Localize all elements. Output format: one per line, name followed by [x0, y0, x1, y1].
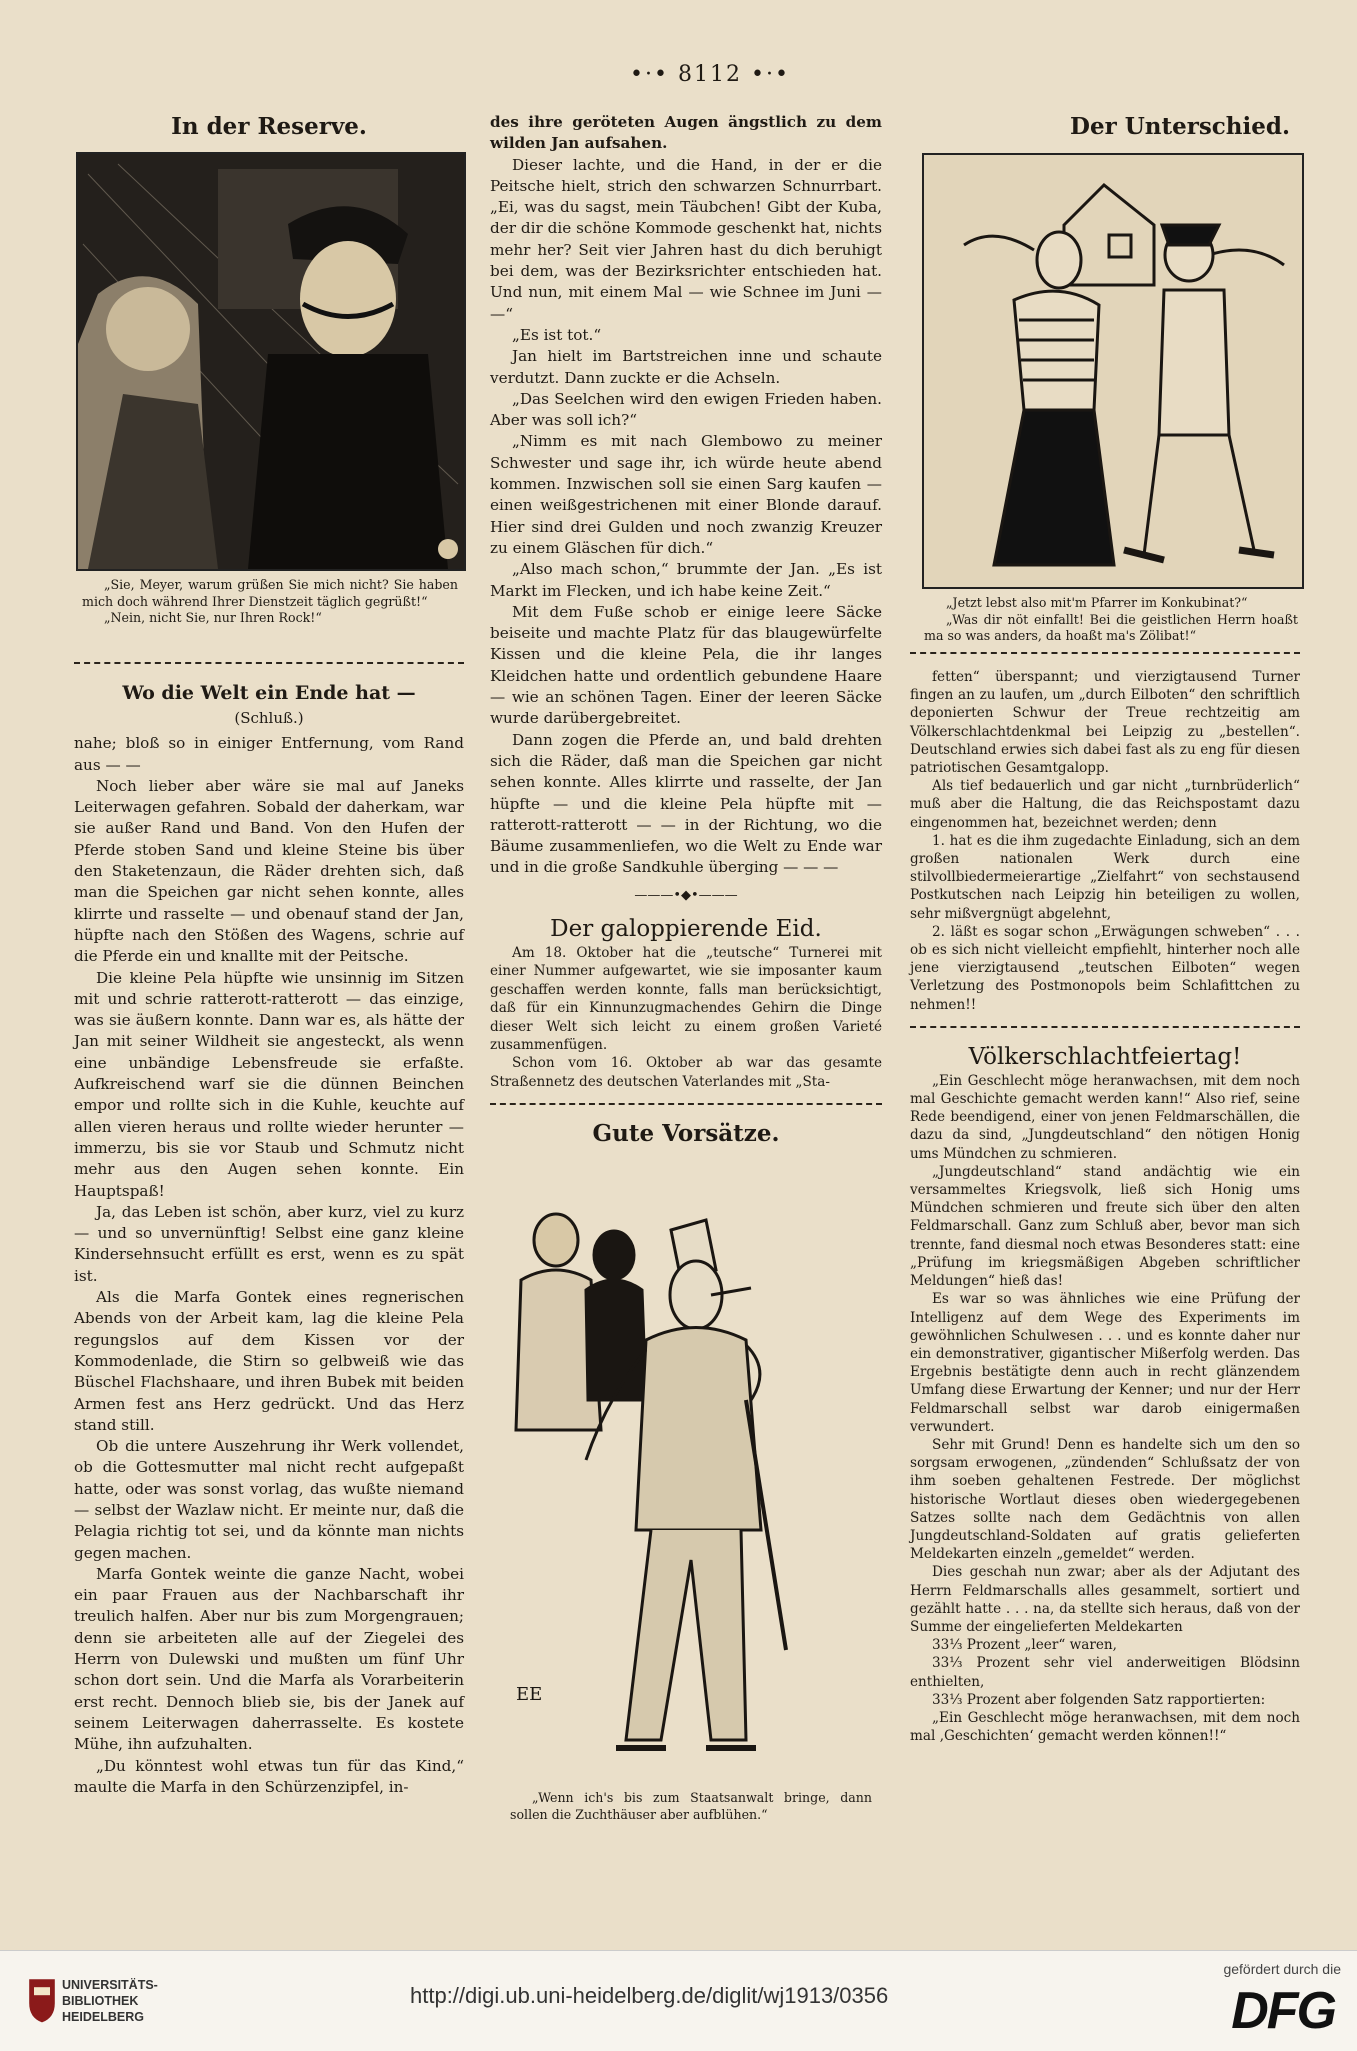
divider	[490, 1103, 882, 1105]
eid-paragraph: Am 18. Oktober hat die „teutsche“ Turnerei mit einer Nummer aufgewartet, wie sie imposanter kaum geschaffen werden konnte, falls man berücksichtigt, daß für ein Kinnunzugmachendes Gehirn die Dinge dieser Welt sich leicht zu einem großen Varieté zusammenfügen.	[490, 944, 882, 1054]
story-paragraph: „Du könntest wohl etwas tun für das Kind,“ maulte die Marfa in den Schürzenzipfel, in-	[74, 1756, 464, 1796]
reserve-caption-line2: „Nein, nicht Sie, nur Ihren Rock!“	[104, 610, 322, 625]
story-paragraph: Als die Marfa Gontek eines regnerischen Abends von der Arbeit kam, lag die kleine Pela regungslos auf dem Kissen vor der Kommodenlade, die Stirn so gelbweiß wie das Büschel Flachshaare, und ihren Bubek mit beiden Armen fest ans Herz gedrückt. Und das Herz stand still.	[74, 1288, 464, 1434]
story-paragraph: nahe; bloß so in einiger Entfernung, vom Rand aus — —	[74, 734, 464, 774]
story-paragraph: „Das Seelchen wird den ewigen Frieden haben. Aber was soll ich?“	[490, 389, 882, 430]
story-paragraph: Ob die untere Auszehrung ihr Werk vollendet, ob die Gottesmutter mal nicht recht aufgepaßt hatte, oder was sonst vorlag, das wußte niemand — selbst der Wazlaw nicht. Er meinte nur, daß die Pelagia richtig tot sei, und da könnte man nichts gegen machen.	[74, 1437, 464, 1562]
story-paragraph: Jan hielt im Bartstreichen inne und schaute verdutzt. Dann zuckte er die Achseln.	[490, 347, 882, 387]
footer-bar	[0, 1950, 1357, 2051]
eid-paragraph: Schon vom 16. Oktober ab war das gesamte Straßennetz des deutschen Vaterlandes mit „Sta-	[490, 1055, 882, 1090]
dfg-logo: DFG	[1231, 1982, 1335, 2040]
feiertag-paragraph: „Ein Geschlecht möge heranwachsen, mit dem noch mal ‚Geschichten‘ gemacht werden können!!“	[910, 1709, 1300, 1745]
feiertag-paragraph: 33⅓ Prozent sehr viel anderweitigen Blödsinn enthielten,	[910, 1655, 1300, 1690]
feiertag-paragraph: „Ein Geschlecht möge heranwachsen, mit dem noch mal Geschichte gemacht werden kann!“ Also rief, seine Rede beendigend, einer von jenen Feldmarschällen, die dazu da sind, „Jungdeutschland“ den nötigen Honig ums Mündchen zu schmieren.	[910, 1072, 1300, 1162]
university-seal-icon	[26, 1975, 58, 2025]
story-paragraph: Marfa Gontek weinte die ganze Nacht, wobei ein paar Frauen aus der Nachbarschaft ihr treulich halfen. Aber nur bis zum Morgengrauen; denn sie arbeiteten alle auf der Ziegelei des Herrn von Dulewski und mußten um fünf Uhr schon dort sein. Und die Marfa als Vorarbeiterin erst recht. Dennoch blieb sie, bis der Janek auf seinem Leiterwagen daherrasselte. Es kostete Mühe, ihn aufzuhalten.	[74, 1564, 464, 1754]
eid-paragraph: 2. läßt es sogar schon „Erwägungen schweben“ . . . ob es sich nicht vielleicht empfiehlt, hinterher noch alle jene vierzigtausend „teutschen Eilboten“ wegen Verletzung des Postmonopols beim Schlafittchen zu nehmen!!	[910, 923, 1300, 1013]
source-url[interactable]: http://digi.ub.uni-heidelberg.de/diglit/wj1913/0356	[410, 1983, 889, 2008]
feiertag-paragraph: „Jungdeutschland“ stand andächtig wie ein versammeltes Kriegsvolk, ließ sich Honig ums Mündchen schmieren und freute sich über den alten Feldmarschall. Ganz zum Schluß aber, bevor man sich trennte, fand diesmal noch etwas Besonderes statt: eine „Prüfung im kriegsmäßigen Abgeben schriftlicher Meldungen“ hieß das!	[910, 1163, 1300, 1290]
unterschied-illustration	[922, 153, 1304, 589]
story-paragraph: des ihre geröteten Augen ängstlich zu dem wilden Jan aufsahen.	[490, 113, 882, 153]
story-paragraph: Dann zogen die Pferde an, und bald drehten sich die Räder, daß man die Speichen gar nicht sehen konnte. Alles klirrte und rasselte, der Jan hüpfte — und die kleine Pela hüpfte mit — ratterott-ratterott — — in der Richtung, wo die Bäume zusammenliefen, wo die Welt zu Ende war und in die große Sandkuhle überging — — —	[490, 730, 882, 877]
feiertag-paragraph: Dies geschah nun zwar; aber als der Adjutant des Herrn Feldmarschalls alles gesammelt, sortiert und gezählt hatte . . . na, da stellte sich heraus, daß von der Summe der eingelieferten Meldekarten	[910, 1564, 1300, 1635]
story-column-1	[74, 650, 464, 1798]
story-title: Wo die Welt ein Ende hat —	[122, 682, 416, 704]
vorsaetze-signature: EE	[516, 1684, 543, 1705]
eid-column-3	[910, 648, 1300, 1745]
feiertag-paragraph: 33⅓ Prozent aber folgenden Satz rapportierten:	[932, 1691, 1266, 1708]
reserve-title: In der Reserve.	[171, 113, 367, 140]
story-paragraph: „Es ist tot.“	[512, 325, 602, 344]
story-paragraph: Noch lieber aber wäre sie mal auf Janeks Leiterwagen gefahren. Sobald der daherkam, war sie außer Rand und Band. Von den Hufen der Pferde stoben Sand und kleine Steine bis über den Staketenzaun, die Räder drehten sich, daß man die Speichen gar nicht sehen konnte, alles klirrte und rasselte — und obenauf stand der Jan, hüpfte nach den Stößen des Wagens, schrie auf die Pferde ein und knallte mit der Peitsche.	[74, 776, 464, 966]
unterschied-title: Der Unterschied.	[1070, 113, 1290, 140]
story-paragraph: Dieser lachte, und die Hand, in der er die Peitsche hielt, strich den schwarzen Schnurrbart. „Ei, was du sagst, mein Täubchen! Gibt der Kuba, der dir die schöne Kommode geschenkt hat, nichts mehr her? Seit vier Jahren hast du dich beruhigt bei dem, was der Bezirksrichter entschieden hat. Und nun, mit einem Mal — wie Schnee im Juni — —“	[490, 155, 882, 323]
divider	[910, 652, 1300, 654]
story-paragraph: „Nimm es mit nach Glembowo zu meiner Schwester und sage ihr, ich würde heute abend kommen. Inzwischen soll sie einen Sarg kaufen — einen weißgestrichenen mit einer Blonde darauf. Hier sind drei Gulden und noch zwanzig Kreuzer zu einem Gläschen für dich.“	[490, 432, 882, 557]
vorsaetze-caption-text: „Wenn ich's bis zum Staatsanwalt bringe, dann sollen die Zuchthäuser aber aufblühen.“	[510, 1790, 872, 1822]
vorsaetze-caption	[510, 1790, 872, 1823]
eid-paragraph: Als tief bedauerlich und gar nicht „turnbrüderlich“ muß aber die Haltung, die das Reichspostamt dazu eingenommen hat, bezeichnet werden; denn	[910, 778, 1300, 831]
reserve-caption-line1: „Sie, Meyer, warum grüßen Sie mich nicht? Sie haben mich doch während Ihrer Dienstzeit täglich gegrüßt!“	[82, 577, 458, 609]
unterschied-caption-line2: „Was dir nöt einfallt! Bei die geistlichen Herrn hoaßt ma so was anders, da hoaßt ma's Zölibat!“	[924, 611, 1298, 643]
reserve-caption	[82, 577, 458, 627]
story-paragraph: „Also mach schon,“ brummte der Jan. „Es ist Markt im Flecken, und ich habe keine Zeit.“	[490, 560, 882, 600]
story-subtitle: (Schluß.)	[234, 709, 304, 727]
vorsaetze-title: Gute Vorsätze.	[592, 1120, 780, 1148]
reserve-illustration	[76, 152, 466, 571]
story-column-2	[490, 112, 882, 1149]
funding-note: gefördert durch die	[1223, 1961, 1341, 1977]
feiertag-paragraph: Sehr mit Grund! Denn es handelte sich um den so sorgsam erwogenen, „zündenden“ Schlußsatz der von ihm soeben gehaltenen Festrede. Der möglichst historische Wortlaut dieses oben wiedergegebenen Satzes sollte nach dem Gedächtnis von allen Jungdeutschland-Soldaten auf gratis gelieferten Meldekarten einzeln „gemeldet“ werden.	[910, 1436, 1300, 1563]
unterschied-caption-line1: „Jetzt lebst also mit'm Pfarrer im Konkubinat?“	[946, 595, 1248, 610]
feiertag-title: Völkerschlachtfeiertag!	[968, 1043, 1242, 1070]
story-paragraph: Mit dem Fuße schob er einige leere Säcke beiseite und machte Platz für das blaugewürfelte Kissen und die kleine Pela, die ihr langes Kleidchen hatte und ordentlich gebundene Haare — wie an schönen Tagen. Einer der leeren Säcke wurde darübergebreitet.	[490, 602, 882, 728]
column-1	[74, 112, 464, 142]
university-name: UNIVERSITÄTS- BIBLIOTHEK HEIDELBERG	[62, 1978, 158, 2024]
vorsaetze-illustration	[496, 1200, 878, 1770]
story-paragraph: Ja, das Leben ist schön, aber kurz, viel zu kurz — und so unvernünftig! Selbst eine ganz kleine Kindersehnsucht erfüllt es erst, wenn es zu spät ist.	[74, 1202, 464, 1285]
divider	[74, 662, 464, 664]
unterschied-caption	[924, 595, 1298, 645]
eid-paragraph: 1. hat es die ihm zugedachte Einladung, sich an dem großen nationalen Werk durch eine stilvollbiedermeierartige „Zielfahrt“ von sechstausend Postkutschen nach Leipzig hin beteiligen zu wollen, sehr mißvergnügt abgelehnt,	[910, 832, 1300, 922]
feiertag-paragraph: Es war so was ähnliches wie eine Prüfung der Intelligenz auf dem Wege des Experiments im gewöhnlichen Schulwesen . . . und es konnte daher nur ein demonstrativer, gigantischer Mißerfolg werden. Das Ergebnis bestätigte denn auch in recht glänzendem Umfang diese Erwartung der Kenner; und nur der Herr Feldmarschall selbst war darob einigermaßen verwundert.	[910, 1291, 1300, 1435]
story-paragraph: Die kleine Pela hüpfte wie unsinnig im Sitzen mit und schrie ratterott-ratterott — das einzige, was sie äußern konnte. Dann war es, als hätte der Jan mit seiner Wildheit sie angesteckt, als wenn eine unbändige Lebensfreude sie erfaßte. Aufkreischend warf sie die dünnen Beinchen empor und rollte sich in die Kuhle, keuchte auf allen vieren heraus und rollte wieder herunter — immerzu, bis sie vor Staub und Schmutz nicht mehr aus den Augen sehen konnte. Ein Hauptspaß!	[74, 968, 464, 1200]
ornament: ———•◆•———	[634, 887, 738, 903]
eid-paragraph: fetten“ überspannt; und vierzigtausend Turner fingen an zu laufen, um „durch Eilboten“ den schriftlich deponierten Schwur der Treue rechtzeitig am Völkerschlachtdenkmal bei Leipzig zu „bestellen“. Deutschland erwies sich dabei fast als zu eng für diesen patriotischen Gesamtgalopp.	[910, 669, 1300, 777]
feiertag-paragraph: 33⅓ Prozent „leer“ waren,	[932, 1637, 1117, 1654]
column-3	[910, 112, 1290, 142]
divider	[910, 1026, 1300, 1028]
page-number: •·• 8112 •·•	[630, 62, 790, 87]
eid-title: Der galoppierende Eid.	[550, 915, 822, 942]
